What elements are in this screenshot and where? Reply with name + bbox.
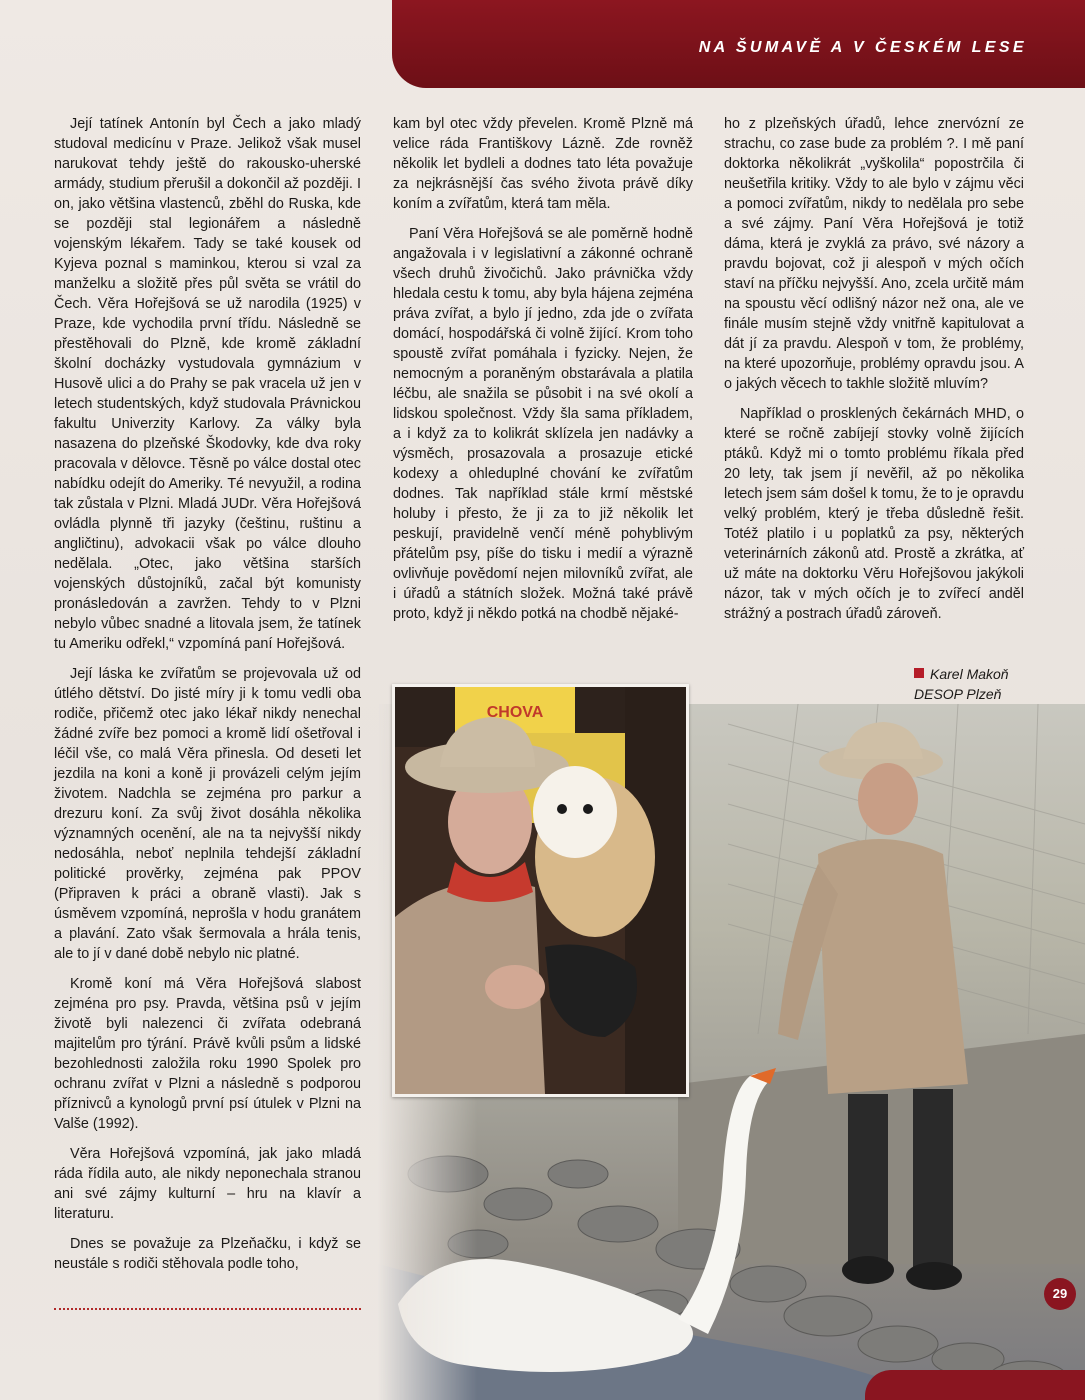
background-sign-text: CHOVA [486,704,544,721]
paragraph: Dnes se považuje za Plzeňačku, i když se neustále s rodiči stěhovala podle toho, [54,1236,361,1272]
article-column-3 [724,114,1024,634]
dotted-divider [54,1308,361,1310]
article-column-2 [393,114,693,634]
paragraph: Například o prosklených čekárnách MHD, o které se ročně zabíjejí stovky volně žijících ptáků. Když mi o tomto problému říkala před 20 lety, tak jsem jí nevěřil, až po několika letech jsem sám došel k tomu, že to je opravdu velký problém, který je třeba důsledně řešit. Totéž platilo i u poplatků za psy, některých veterinárních zákonů atd. Prostě a zkrátka, ať už máte na doktorku Věru Hořejšovou jakýkoli názor, tak v mých očích je to zvířecí anděl strážný a postrach úřadů zároveň. [724,406,1024,622]
paragraph: kam byl otec vždy převelen. Kromě Plzně má velice ráda Františkovy Lázně. Zde rovněž několik let bydleli a dodnes tato léta považuje za nejkrásnější čas svého života právě díky koním a zvířatům, která tam měla. [393,116,693,212]
paragraph: Její láska ke zvířatům se projevovala už od útlého dětství. Do jisté míry ji k tomu vedli oba rodiče, přičemž otec jako lékař nikdy nenechal žádné zvíře bez pomoci a kromě lidí ošetřoval i léčil vše, co malá Věra přinesla. Od deseti let jezdila na koni a koně ji provázeli celým jejím životem. Nadchla se zejména pro parkur a drezuru koní. Za svůj život dosáhla několika významných ocenění, ale na ta nejvyšší nikdy nedosáhla, neboť neplnila tehdejší základní politické prověrky, zejména pak PPOV (Připraven k práci a obraně vlasti). Jak s úsměvem vzpomíná, neprošla v hodu granátem a plavání. Zato však šermovala a hrála tenis, ale to jí v dané době nebylo nic platné. [54,666,361,962]
author-name: Karel Makoň [930,666,1009,682]
header-band [392,0,1085,88]
paragraph: ho z plzeňských úřadů, lehce znervózní ze strachu, co zase bude za problém ?. I mě paní doktorka několikrát „vyškolila“ popostrčila či neušetřila kritiky. Vždy to ale bylo v zájmu věci a pomoci zvířatům, nikdy to nedělala pro sebe a své zájmy. Paní Věra Hořejšová je totiž dáma, která je zvyklá za právo, své názory a pravdu bojovat, což ji alespoň v mých očích staví na příčku nejvyšší. Ano, zcela určitě mám na spoustu věcí odlišný názor než ona, ale ve finále musím stejně vždy vnitřně kapitulovat a dát jí za pravdu. Alespoň v tom, že problémy, na které upozorňuje, problémy opravdu jsou. A o jakých věcech to takhle složitě mluvím? [724,116,1024,392]
author-signature [914,664,1044,704]
paragraph: Paní Věra Hořejšová se ale poměrně hodně angažovala i v legislativní a zákonné ochraně všech druhů živočichů. Jako právnička vždy hledala cestu k tomu, aby byla hájena zejména práva zvířat, a bylo jí jedno, zda jde o zvířata domácí, hospodářská či volně žijící. Krom toho spoustě zvířat pomáhala i fyzicky. Nejen, že nemocným a poraněným obstarávala a platila léčbu, ale snažila se působit i na své okolí a lidskou společnost. Vždy šla sama příkladem, a i když za to kolikrát sklízela jen nadávky a výsměch, prosazovala a prosazuje etické kodexy a ohleduplné chování ke zvířatům dodnes. Tak například stále krmí městské holuby i přesto, že ji za to již několik let peskují, pravidelně venčí méně pohyblivým přátelům psy, píše do tisku i medií a výrazně ovlivňuje povědomí nejen milovníků zvířat, ale i úřadů a státních složek. Možná také právě proto, když ji někdo potká na chodbě nějaké- [393,226,693,622]
author-organization: DESOP Plzeň [914,686,1002,702]
square-bullet-icon [914,668,924,678]
paragraph: Její tatínek Antonín byl Čech a jako mladý studoval medicínu v Praze. Jelikož však musel narukovat tehdy ještě do rakousko-uherské armády, studium přerušil a dokončil až později. I on, jako většina vlastenců, zběhl do Ruska, kde se později stal legionářem a následně vojenským lékařem. Tady se také kousek od Kyjeva poznal s maminkou, kterou si vzal za manželku a složitě přes půl světa se vrátil do Čech. Věra Hořejšová se už narodila (1925) v Praze, kde vychodila první třídu. Následně se přestěhovali do Plzně, kde kromě základní školní docházky vystudovala gymnázium v Husově ulici a do Prahy se pak vracela už jen v letech studentských, když studovala Právnickou fakultu Univerzity Karlovy. Za války byla nasazena do plzeňské Škodovky, kde dva roky pracovala v dělovce. Těsně po válce dostal otec nabídku odejít do Ameriky. Té nevyužil, a rodina tak zůstala v Plzni. Mladá JUDr. Věra Hořejšová ovládla plynně tři jazyky (češtinu, ruštinu a angličtinu), advokacii však po válce dlouho nedělala. „Otec, jako většina starších vojenských důstojníků, začal být komunisty pronásledován a zavržen. Tehdy to v Plzni nebylo vůbec snadné a litovala jsem, že tatínek tu Ameriku odřekl,“ vzpomíná paní Hořejšová. [54,116,361,652]
article-column-1 [54,114,361,1284]
page-number: 29 [1044,1278,1076,1310]
photo-woman-with-owl [392,684,689,1097]
corner-accent [865,1370,1085,1400]
paragraph: Kromě koní má Věra Hořejšová slabost zejména pro psy. Pravda, většina psů v jejím životě byli nalezenci či zvířata odebraná majitelům pro týrání. Právě kvůli psům a lidské bezohlednosti založila roku 1990 Spolek pro ochranu zvířat v Plzni a následně s podporou příznivců a kynologů první psí útulek v Plzni na Valše (1992). [54,976,361,1132]
paragraph: Věra Hořejšová vzpomíná, jak jako mladá ráda řídila auto, ale nikdy neponechala stranou ani své zájmy kulturní – hru na klavír a literaturu. [54,1146,361,1222]
section-title: NA ŠUMAVĚ A V ČESKÉM LESE [698,39,1027,56]
